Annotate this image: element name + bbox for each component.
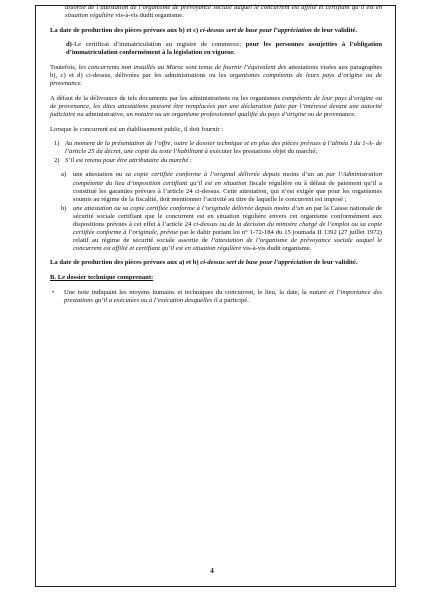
sub-item-b	[50, 205, 382, 254]
list-item-text	[73, 205, 382, 254]
text-run: ci-dessus sert de base pour l’appréciation	[199, 26, 312, 34]
text-run: Une note indiquant les moyens humains et techniques du concurrent, le lieu, la date, la	[64, 288, 310, 296]
top-paragraph	[50, 4, 382, 20]
list-item-1	[50, 140, 382, 156]
page-content	[50, 4, 382, 306]
text-run: ou sa copie certifiée conforme à l’original délivrée depuis	[115, 171, 280, 179]
text-run: nature et l’importance des prestations qu’il a exécutées ou à l’exécution desquelles il a	[64, 288, 382, 304]
defaut-paragraph	[50, 95, 382, 119]
text-run: Lorsque le concurrent est un établissement public, il doit fournir :	[50, 125, 224, 133]
text-run: vis-à-vis dudit organisme.	[115, 12, 184, 20]
sub-item-a	[50, 171, 382, 203]
text-run: La date de production des pièces prévues aux a) et b)	[50, 259, 201, 267]
text-run: participé.	[222, 296, 249, 304]
text-run: :	[188, 157, 192, 165]
text-run: La date de production des pièces prévues aux b) et c)	[50, 26, 200, 34]
text-run: ci-dessus sert de base pour l’appréciation	[200, 259, 313, 267]
list-marker: 2)	[54, 157, 60, 165]
text-run: exécuter les prestations objet du marché;	[207, 148, 318, 156]
text-run: un notaire ou un organisme professionnel qualifié du pays d’origine ou de	[126, 110, 323, 118]
text-run: S’il est retenu pour être attributaire du marché	[65, 157, 189, 165]
text-run: attestations visées aux paragraphes b), c) et d) ci-dessus, délivrées par les administrations ou les	[50, 63, 383, 80]
text-run: organismes compétents de leurs pays d’origine ou de provenance.	[50, 72, 382, 88]
text-run: l’attestation de l’organisme de prévoyance sociale auquel le concurrent est affilié et certifiant qu’il est en situation régulière	[73, 237, 383, 253]
section-heading: B. Le dossier technique comprenant:	[50, 273, 154, 281]
text-run: les concurrents non installés au Maroc sont tenus de fournir l’équivalent des	[78, 63, 287, 71]
text-run: Toutefois,	[50, 63, 79, 71]
text-run: Au moment de la présentation de l’offre, outre le dossier technique et en plus des pièces prévues à l’alinéa I du 1-A- de l’article 25 du décret, une copie du texte l’habilitant à	[65, 140, 382, 156]
text-run: an par la Caisse nationale de sécurité sociale certifiant que le concurrent est en situation régulière envers cet organisme conformément aux dispositions prévues à cet effet à l’article 24	[73, 204, 383, 228]
text-run: compétents de leur pays d’origine ou de provenance, les dites attestations peuvent être remplacées par une déclaration faite par l’intéressé devant une autorité judiciaire ou	[50, 94, 382, 118]
text-run: provenance.	[322, 110, 356, 118]
text-run: de leur validité.	[311, 26, 358, 34]
text-run: administrative,	[83, 110, 127, 118]
list-marker: a)	[61, 171, 67, 179]
text-run: par le dahir portant loi n° 1-72-184 du 15 joumada II 1392 (27 juillet 1972) relatif au régime de sécurité sociale assortie de	[73, 229, 382, 245]
item-d-paragraph	[50, 41, 382, 57]
text-run: assortie de l’attestation de l’organisme de prévoyance sociale auquel le concurrent est affilié et certifiant qu’il est en situation régulière	[65, 4, 382, 20]
text-run: fiscale régulière ou à défaut de paiement qu’il a constitué les garanties prévues à l’article 24 ci-dessus. Cette attestation, qui n’est exigée que pour les organismes soumis au régime de la fiscalité, doit mentionner l’activité au titre de laquelle le concurrent est imposé ;	[73, 179, 382, 203]
text-run: pour les personnes assujetties à l’obligation d’immatriculation conformément à la législation en vigueur.	[66, 41, 382, 57]
etablissement-paragraph	[50, 126, 382, 134]
text-run: vis-à-vis dudit organisme.	[241, 245, 312, 253]
validity-note-1	[50, 27, 382, 35]
list-item-text	[65, 140, 382, 156]
text-run: par l’Administration compétente du lieu d’imposition certifiant qu’il est en situation	[73, 171, 382, 187]
text-run: moins d’un an	[279, 171, 327, 179]
list-item-text	[65, 157, 382, 165]
bullet-icon: •	[52, 288, 55, 296]
text-run: -Le certificat d’immatriculation au registre de commerce;	[71, 41, 246, 49]
text-run: de leur validité.	[312, 259, 358, 267]
list-marker: 1)	[54, 140, 60, 148]
validity-note-2	[50, 259, 382, 267]
text-run: A défaut de la délivrance de tels documents par les administrations ou les organismes	[50, 94, 283, 102]
page-number: 4	[210, 567, 214, 575]
item-label: d)	[66, 41, 72, 49]
bullet-item-1	[50, 289, 382, 305]
text-run: ci-dessus ou de la décision du ministre chargé de l’emploi ou sa copie certifiée conforme à l’originale, prévue	[73, 220, 382, 237]
list-item-2	[50, 157, 382, 165]
toutefois-paragraph	[50, 64, 382, 88]
text-run: une attestation ou sa copie certifiée conforme à l’originale délivrée depuis moins d’un	[73, 204, 304, 212]
list-item-text	[73, 171, 382, 203]
text-run: une attestation	[73, 171, 116, 179]
list-marker: b)	[61, 204, 67, 212]
list-item-text	[64, 289, 382, 305]
